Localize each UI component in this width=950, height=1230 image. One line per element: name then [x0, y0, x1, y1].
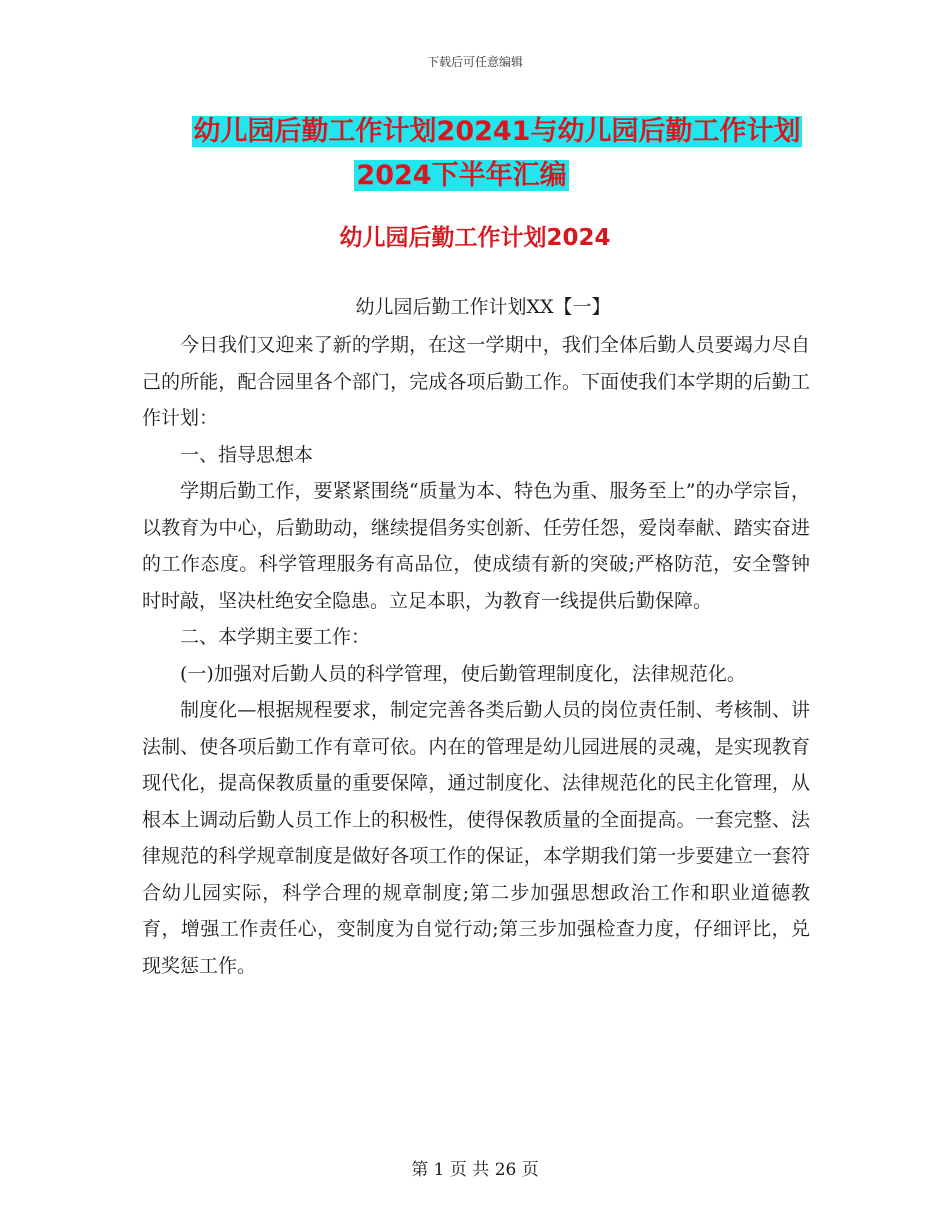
- title-line-2: [0, 154, 950, 198]
- page-footer: 第 1 页 共 26 页: [411, 1160, 539, 1180]
- paragraph-guiding-ideology: 学期后勤工作，要紧紧围绕“质量为本、特色为重、服务至上”的办学宗旨，以教育为中心，后勤助动，继续提倡务实创新、任劳任怨，爱岗奉献、踏实奋进的工作态度。科学管理服务有高品位，使成绩有新的突破;严格防范，安全警钟时时敲，坚决杜绝安全隐患。立足本职，为教育一线提供后勤保障。: [142, 480, 810, 612]
- header-note: 下载后可任意编辑: [426, 55, 523, 69]
- document-title: [0, 110, 950, 198]
- title-line-2-text: 2024下半年汇编: [356, 160, 567, 191]
- paragraph-item-1: (一)加强对后勤人员的科学管理，使后勤管理制度化，法律规范化。: [180, 662, 746, 685]
- title-line-1-text: 幼儿园后勤工作计划20241与幼儿园后勤工作计划: [193, 116, 801, 147]
- paragraph-institutionalization: 制度化—根据规程要求，制定完善各类后勤人员的岗位责任制、考核制、讲法制、使各项后勤工作有章可依。内在的管理是幼儿园进展的灵魂，是实现教育现代化，提高保教质量的重要保障，通过制度化、法律规范化的民主化管理，从根本上调动后勤人员工作上的积极性，使得保教质量的全面提高。一套完整、法律规范的科学规章制度是做好各项工作的保证，本学期我们第一步要建立一套符合幼儿园实际，科学合理的规章制度;第二步加强思想政治工作和职业道德教育，增强工作责任心，变制度为自觉行动;第三步加强检查力度，仔细评比，兑现奖惩工作。: [142, 699, 810, 977]
- sub-title: 幼儿园后勤工作计划XX【一】: [355, 296, 611, 318]
- paragraph-intro: 今日我们又迎来了新的学期，在这一学期中，我们全体后勤人员要竭力尽自己的所能，配合园里各个部门，完成各项后勤工作。下面使我们本学期的后勤工作计划：: [142, 334, 810, 429]
- heading-guiding-ideology: 一、指导思想本: [180, 443, 314, 466]
- title-line-1: [0, 110, 950, 154]
- section-title: 幼儿园后勤工作计划2024: [339, 225, 611, 251]
- heading-main-work: 二、本学期主要工作：: [180, 626, 371, 648]
- body-text: [142, 327, 810, 984]
